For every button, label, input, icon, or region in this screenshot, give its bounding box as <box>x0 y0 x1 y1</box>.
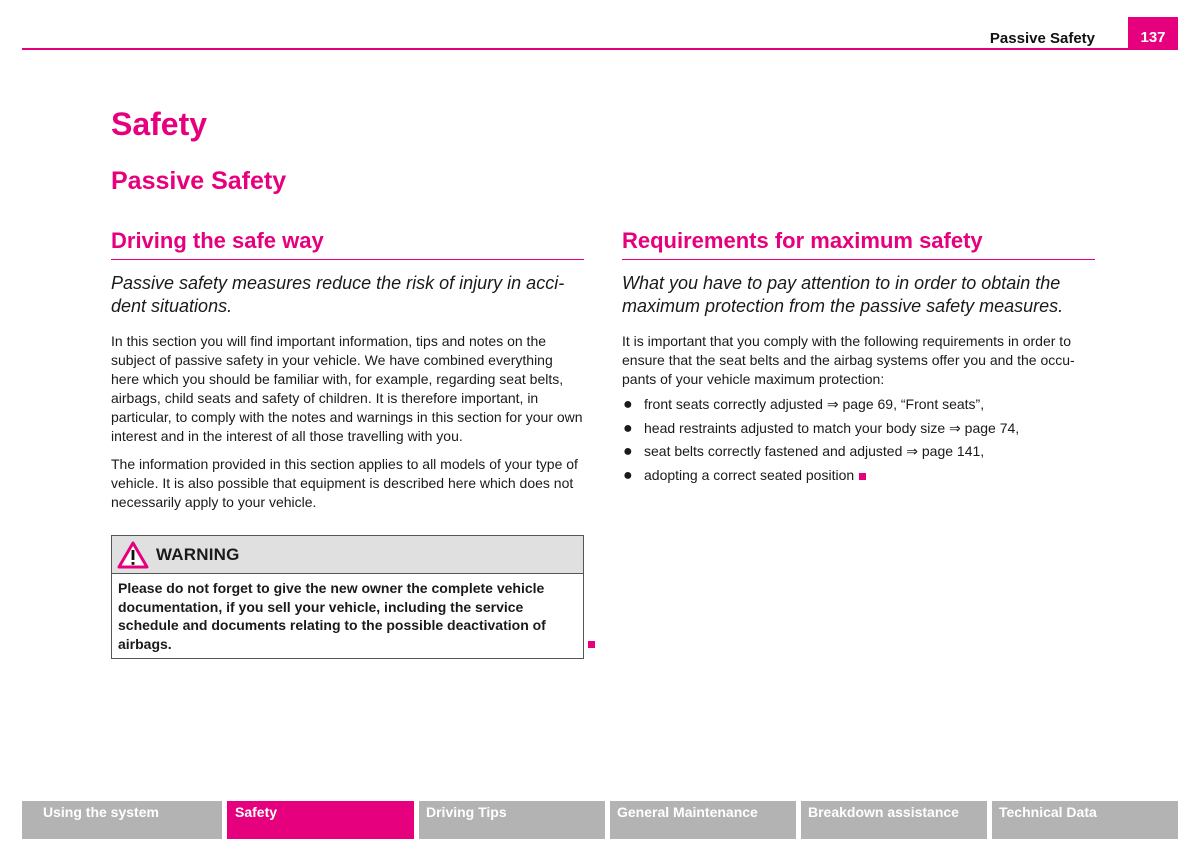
list-item-text: front seats correctly adjusted ⇒ page 69, “Front seats”, <box>644 396 985 412</box>
lead-paragraph: Passive safety measures reduce the risk of injury in acci-dent situations. <box>111 273 565 316</box>
list-item <box>622 419 1095 438</box>
warning-box <box>111 535 584 659</box>
header-rule <box>22 48 1178 50</box>
warning-triangle-icon <box>117 541 149 569</box>
subsection-heading-driving-safe-way: Driving the safe way <box>111 228 584 260</box>
list-item-text: adopting a correct seated position <box>644 466 855 483</box>
requirements-list <box>622 395 1095 485</box>
bullet-dot-icon: ● <box>623 443 633 460</box>
warning-header <box>112 536 583 574</box>
warning-label: WARNING <box>156 544 240 564</box>
page-number-badge: 137 <box>1128 17 1178 50</box>
tab-using-the-system[interactable]: Using the system <box>22 801 222 839</box>
tab-general-maintenance[interactable]: General Maintenance <box>610 801 796 839</box>
bullet-dot-icon: ● <box>623 396 633 413</box>
list-item <box>622 395 1095 414</box>
list-item-text: seat belts correctly fastened and adjusted ⇒ page 141, <box>644 443 985 459</box>
running-header-title: Passive Safety <box>989 30 1095 47</box>
body-paragraph: It is important that you comply with the following requirements in order to ensure that the seat belts and the airbag systems offer you and the occu-pants of your vehicle maximum protection: <box>622 333 1075 387</box>
tab-technical-data[interactable]: Technical Data <box>992 801 1178 839</box>
section-end-marker-icon <box>588 641 595 648</box>
list-item-text: head restraints adjusted to match your body size ⇒ page 74, <box>644 419 1020 436</box>
section-title: Passive Safety <box>111 167 287 195</box>
chapter-title: Safety <box>111 106 208 142</box>
tab-safety[interactable]: Safety <box>227 801 414 839</box>
lead-paragraph: What you have to pay attention to in order to obtain the maximum protection from the passive safety measures. <box>622 273 1064 316</box>
body-paragraph: The information provided in this section applies to all models of your type of vehicle. It is also possible that equipment is described here which does not necessarily apply to your vehicle. <box>111 456 578 510</box>
list-item <box>622 442 1095 461</box>
bullet-dot-icon: ● <box>623 466 633 484</box>
tab-driving-tips[interactable]: Driving Tips <box>419 801 605 839</box>
section-end-marker-icon <box>859 473 866 480</box>
body-paragraph: In this section you will find important information, tips and notes on the subject of passive safety in your vehicle. We have combined everything here which you should be familiar with, for example, regarding seat belts, airbags, child seats and safety of children. It is therefore important, in particular, to comply with the notes and warnings in this section for your own interest and in the interest of all those travelling with you. <box>111 333 583 444</box>
tab-breakdown-assistance[interactable]: Breakdown assistance <box>801 801 987 839</box>
bullet-dot-icon: ● <box>623 419 633 437</box>
warning-text: Please do not forget to give the new owner the complete vehicle documentation, if you sell your vehicle, including the service schedule and documents relating to the possible deactivation of airbags. <box>118 580 546 653</box>
subsection-heading-requirements: Requirements for maximum safety <box>622 228 1095 260</box>
left-column <box>111 228 584 512</box>
right-column <box>622 228 1095 489</box>
chapter-nav-bar <box>22 801 1178 839</box>
list-item <box>622 466 1095 485</box>
